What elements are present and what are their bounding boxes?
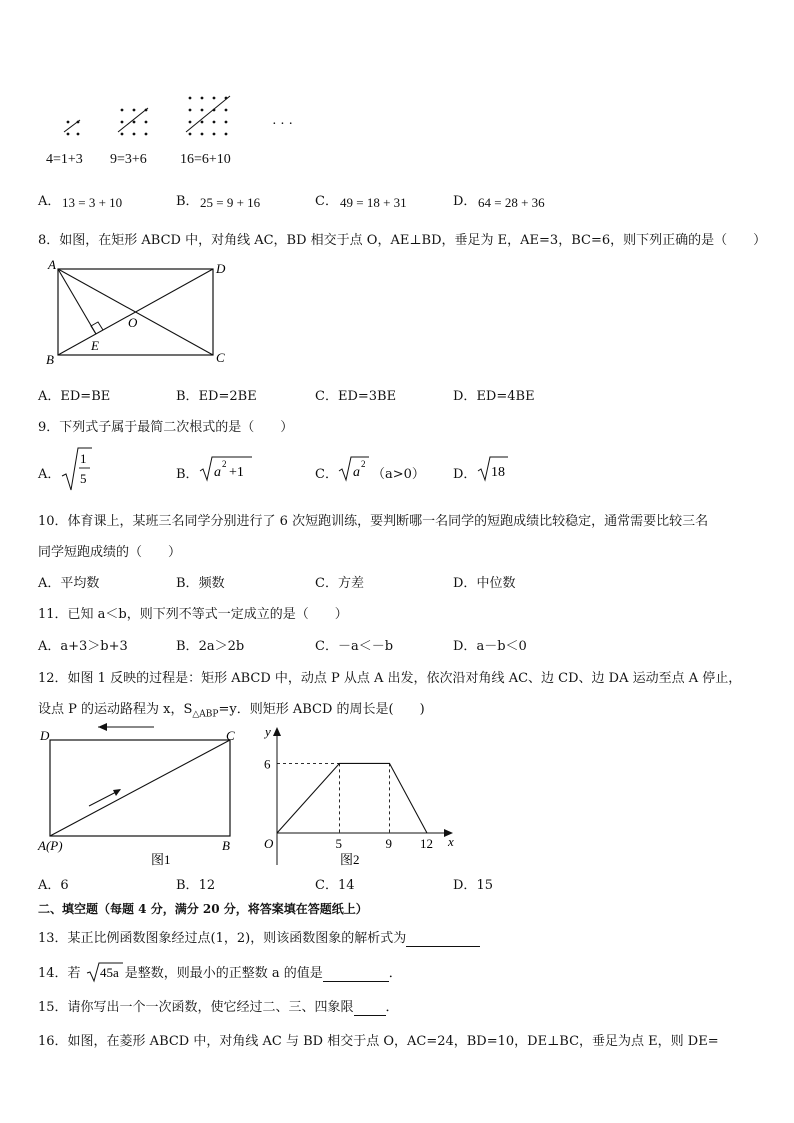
q7-option-d[interactable]: 64 = 28 + 36 — [478, 195, 545, 210]
fig1-label-c: C — [226, 728, 235, 743]
q9-option-b-letter[interactable]: B． — [176, 467, 199, 482]
q7-option-b[interactable]: 25 = 9 + 16 — [200, 195, 261, 210]
q12-stem-line2: 设点 P 的运动路程为 x，$S_{\triangle ABP}=y$．则矩形 ABCD 的周长是( ) — [38, 702, 425, 720]
svg-text:a: a — [353, 465, 360, 480]
q9-option-c-condition: （a>0） — [372, 467, 425, 482]
q10-stem-line1: 10．体育课上，某班三名同学分别进行了 6 次短跑训练，要判断哪一名同学的短跑成绩比较稳定，通常需要比较三名 — [38, 514, 709, 529]
svg-text:5: 5 — [80, 471, 87, 486]
fig2-label-y: y — [265, 724, 271, 739]
q15-stem: 15．请你写出一个一次函数，使它经过二、三、四象限 ． — [38, 1000, 399, 1015]
q9-option-a-radical[interactable] — [60, 446, 94, 494]
fig2-tick-x5: 5 — [335, 836, 342, 851]
label-d: D — [216, 261, 226, 276]
q7-option-a-letter[interactable]: A． — [38, 194, 61, 209]
fig1-label-b: B — [222, 838, 230, 853]
dot-pattern-ellipsis: · · · — [272, 117, 293, 132]
q12-option-a[interactable]: A．6 — [38, 878, 69, 893]
q7-option-a[interactable]: 13 = 3 + 10 — [62, 195, 123, 210]
dot-label-3: 16=6+10 — [180, 152, 231, 167]
label-a: A — [48, 257, 56, 272]
fig2-label-o: O — [264, 836, 274, 851]
q11-stem: 11．已知 a＜b，则下列不等式一定成立的是（ ） — [38, 607, 348, 622]
q8-rectangle-figure — [38, 256, 238, 368]
section-2-title: 二、填空题（每题 4 分，满分 20 分，将答案填在答题纸上） — [38, 902, 368, 916]
q9-option-a-letter[interactable]: A． — [38, 467, 61, 482]
label-b: B — [46, 352, 54, 367]
q11-option-b[interactable]: B．2a＞2b — [176, 639, 245, 654]
q12-stem-line1: 12．如图 1 反映的过程是：矩形 ABCD 中，动点 P 从点 A 出发，依次沿对角线 AC、边 CD、边 DA 运动至点 A 停止， — [38, 671, 742, 686]
q8-stem: 8．如图，在矩形 ABCD 中，对角线 AC，BD 相交于点 O，AE⊥BD，垂足为 E，AE=3，BC=6，则下列正确的是（ ） — [38, 233, 767, 248]
q16-stem: 16．如图，在菱形 ABCD 中，对角线 AC 与 BD 相交于点 O，AC=24，BD=10，DE⊥BC，垂足为点 E，则 DE= — [38, 1034, 719, 1049]
svg-text:2: 2 — [361, 459, 366, 469]
q14-answer-blank[interactable] — [323, 966, 389, 982]
svg-text:45a: 45a — [99, 965, 119, 980]
q8-option-a[interactable]: A．ED=BE — [38, 389, 111, 404]
q9-option-c-letter[interactable]: C． — [315, 467, 338, 482]
q12-option-d[interactable]: D．15 — [453, 878, 493, 893]
q14-stem: 14．若 45a 是整数，则最小的正整数 a 的值是 ． — [38, 961, 402, 983]
fig1-label-d: D — [40, 728, 50, 743]
q9-option-b-radical[interactable] — [198, 455, 254, 483]
label-o: O — [128, 315, 138, 330]
fig1-label-a: A(P) — [38, 838, 63, 853]
q9-stem: 9．下列式子属于最简二次根式的是（ ） — [38, 420, 294, 435]
q8-option-c[interactable]: C．ED=3BE — [315, 389, 397, 404]
q7-option-d-letter[interactable]: D． — [453, 194, 477, 209]
q10-option-c[interactable]: C．方差 — [315, 576, 364, 591]
fig2-caption: 图2 — [340, 852, 360, 867]
q12-option-b[interactable]: B．12 — [176, 878, 216, 893]
q11-option-d[interactable]: D．a－b＜0 — [453, 639, 527, 654]
q7-option-b-letter[interactable]: B． — [176, 194, 199, 209]
q11-option-c[interactable]: C．－a＜－b — [315, 639, 394, 654]
q12-figure-1 — [36, 718, 246, 870]
q13-stem: 13．某正比例函数图象经过点(1，2)，则该函数图象的解析式为 — [38, 927, 480, 947]
svg-text:2: 2 — [222, 459, 227, 469]
q9-option-d-radical[interactable] — [476, 455, 510, 483]
dot-label-1: 4=1+3 — [46, 152, 83, 167]
fig2-tick-x12: 12 — [420, 836, 433, 851]
svg-text:18: 18 — [491, 465, 505, 480]
q11-option-a[interactable]: A．a+3＞b+3 — [38, 639, 128, 654]
q7-option-c[interactable]: 49 = 18 + 31 — [340, 195, 407, 210]
q9-option-d-letter[interactable]: D． — [453, 467, 477, 482]
graph-polyline — [277, 763, 427, 833]
q7-option-c-letter[interactable]: C． — [315, 194, 338, 209]
svg-text:+1: +1 — [229, 465, 244, 480]
q10-stem-line2: 同学短跑成绩的（ ） — [38, 545, 182, 560]
q8-option-b[interactable]: B．ED=2BE — [176, 389, 257, 404]
svg-text:a: a — [214, 465, 221, 480]
q13-answer-blank[interactable] — [406, 931, 480, 947]
q12-option-c[interactable]: C．14 — [315, 878, 355, 893]
fig2-tick-y6: 6 — [264, 756, 271, 772]
q14-radical — [85, 961, 125, 983]
svg-text:1: 1 — [80, 451, 87, 466]
q12-figure-2 — [252, 720, 462, 870]
fig1-caption: 图1 — [151, 852, 171, 867]
fig2-label-x: x — [448, 834, 454, 849]
q9-option-c-radical[interactable] — [337, 455, 371, 483]
label-c: C — [216, 350, 225, 365]
q10-option-a[interactable]: A．平均数 — [38, 576, 100, 591]
fig2-tick-x9: 9 — [385, 836, 392, 851]
label-e: E — [91, 338, 99, 353]
q15-answer-blank[interactable] — [354, 1000, 386, 1016]
q10-option-b[interactable]: B．频数 — [176, 576, 225, 591]
q8-option-d[interactable]: D．ED=4BE — [453, 389, 535, 404]
dot-pattern-figure — [40, 88, 320, 144]
dot-label-2: 9=3+6 — [110, 152, 147, 167]
q10-option-d[interactable]: D．中位数 — [453, 576, 516, 591]
